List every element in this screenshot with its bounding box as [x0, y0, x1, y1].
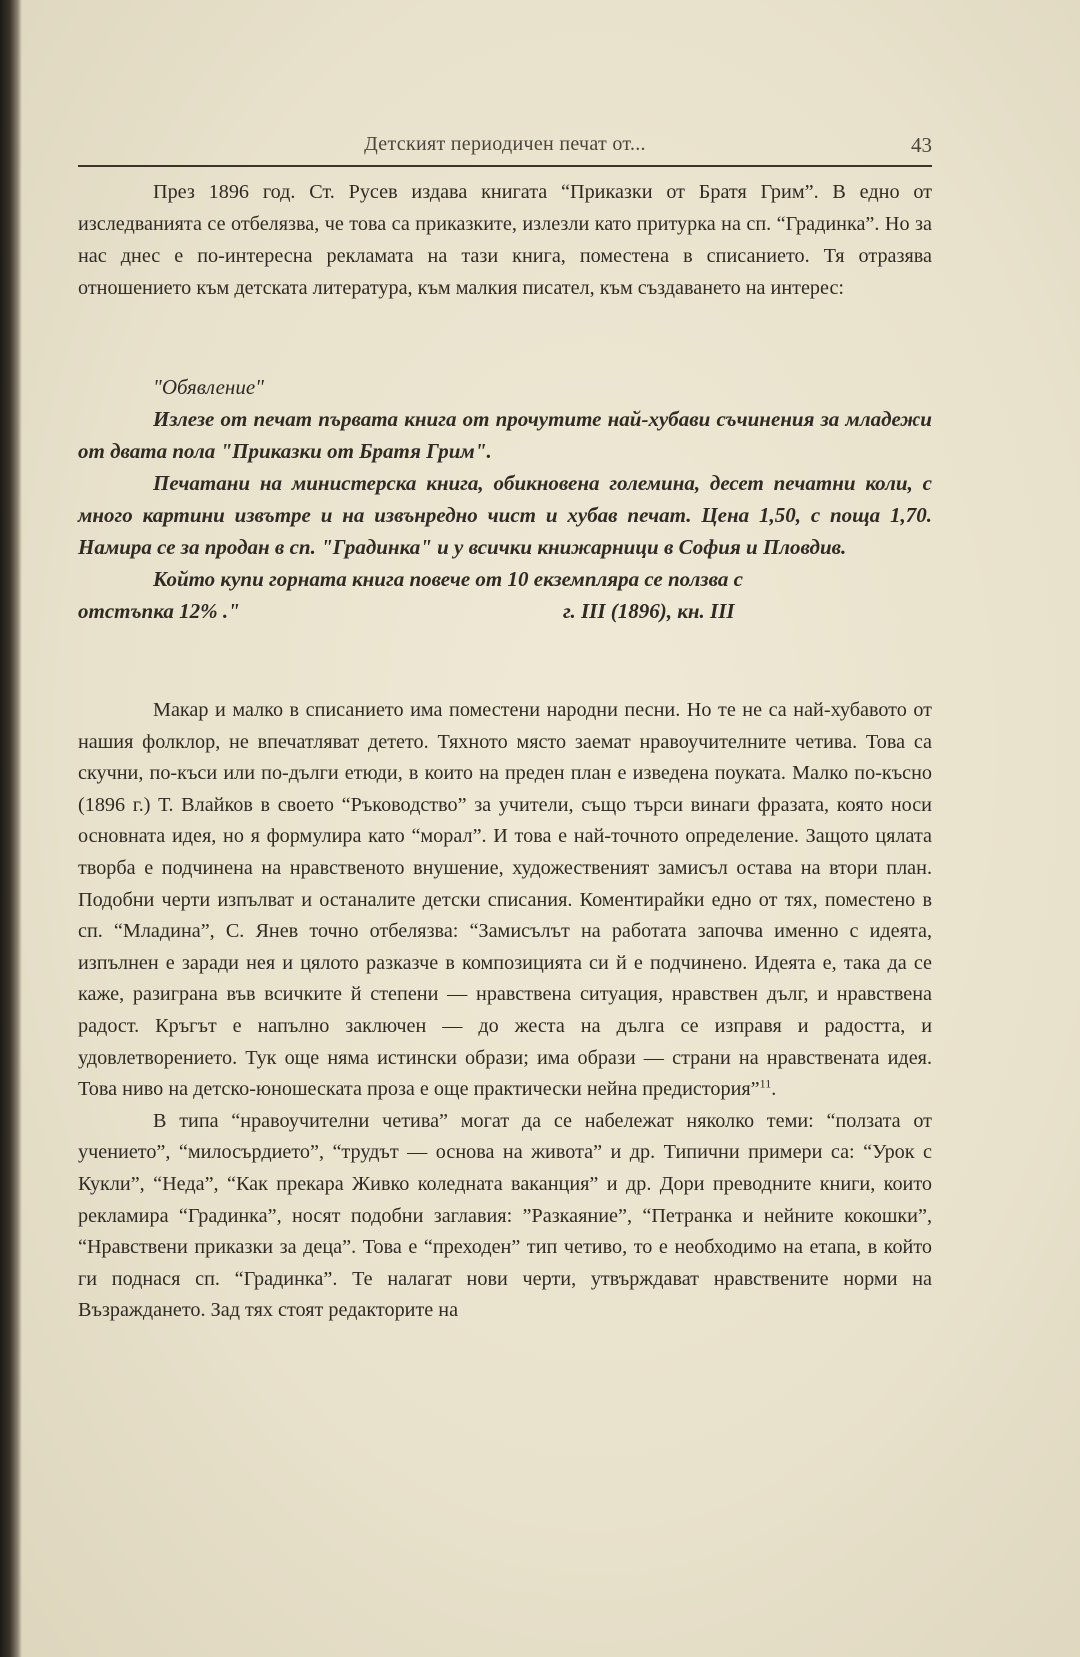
quote-source-row — [78, 595, 932, 627]
quote-heading: "Обявление" — [153, 375, 264, 399]
quote-paragraph-1: Излезе от печат първата книга от прочутите най-хубави съчинения за младежи от двата пола "Приказки от Братя Грим". — [78, 407, 932, 463]
quote-paragraph-3: Който купи горната книга повече от 10 екземпляра се ползва с — [153, 567, 743, 591]
quote-source: г. III (1896), кн. III — [563, 599, 735, 623]
advertisement-quote — [78, 371, 932, 627]
main-paragraph-1-text: Макар и малко в списанието има поместени народни песни. Но те не са най-хубавото от нашия фолклор, не впечатляват детето. Тяхното място заемат нравоучителните четива. Това са скучни, по-къси или по-дълги етюди, в които на преден план е изведена поуката. Малко по-късно (1896 г.) Т. Влайков в своето “Ръководство” за учители, също търси винаги фразата, която носи основната идея, но я формулира като “морал”. И това е най-точното определение. Защото цялата творба е подчинена на нравственото внушение, художественият замисъл остава на втори план. Подобни черти изпълват и останалите детски списания. Коментирайки едно от тях, поместено в сп. “Младина”, С. Янев точно отбелязва: “Замисълът на работата започва именно с идеята, изпълнен е заради нея и цялото разказче в композицията си й е подчинено. Идеята е, така да се каже, разиграна във всичките й степени — нравствена ситуация, нравствен дълг, и нравствена радост. Кръгът е напълно заключен — до жеста на дълга се изправя и радостта, и удовлетворението. Тук още няма истински образи; има образи — страни на нравствената идея. Това ниво на детско-юношеската проза е още практически нейна предистория” — [78, 699, 932, 1101]
quote-paragraph-2: Печатани на министерска книга, обикновена големина, десет печатни коли, с много картини извътре и на извънредно чист и хубав печат. Цена 1,50, с поща 1,70. Намира се за продан в сп. "Градинка" и у всички книжарници в София и Пловдив. — [78, 471, 932, 559]
main-paragraph-2: В типа “нравоучителни четива” могат да се набележат няколко теми: “ползата от учението”, “милосърдието”, “трудът — основа на живота” и др. Типични примери са: “Урок с Кукли”, “Неда”, “Как прекара Живко коледната ваканция” и др. Дори преводните книги, които рекламира “Градинка”, носят подобни заглавия: ”Разкаяние”, “Петранка и нейните кокошки”, “Нравствени приказки за деца”. Това е “преходен” тип четиво, то е необходимо на етапа, в който ги поднася сп. “Градинка”. Те налагат нови черти, утвърждават нравствените норми на Възраждането. Зад тях стоят редакторите на — [78, 1109, 932, 1322]
book-spine-shadow — [0, 0, 22, 1657]
main-text — [78, 695, 932, 1327]
quote-ending: отстъпка 12% ." — [78, 599, 240, 623]
page-number: 43 — [911, 133, 932, 157]
main-paragraph-1 — [78, 695, 932, 1106]
intro-paragraph: През 1896 год. Ст. Русев издава книгата “Приказки от Братя Грим”. В едно от изследванията се отбелязва, че това са приказките, излезли като притурка на сп. “Градинка”. Но за нас днес е по-интересна рекламата на тази книга, поместена в списанието. Тя отразява отношението към детската литература, към малкия писател, към създаването на интерес: — [78, 181, 932, 299]
page-header — [78, 133, 932, 163]
main-paragraph-1-end: . — [771, 1078, 777, 1101]
running-title: Детският периодичен печат от... — [364, 133, 646, 155]
intro-section — [78, 176, 932, 304]
footnote-reference: 11 — [759, 1076, 772, 1091]
header-rule — [78, 165, 932, 167]
